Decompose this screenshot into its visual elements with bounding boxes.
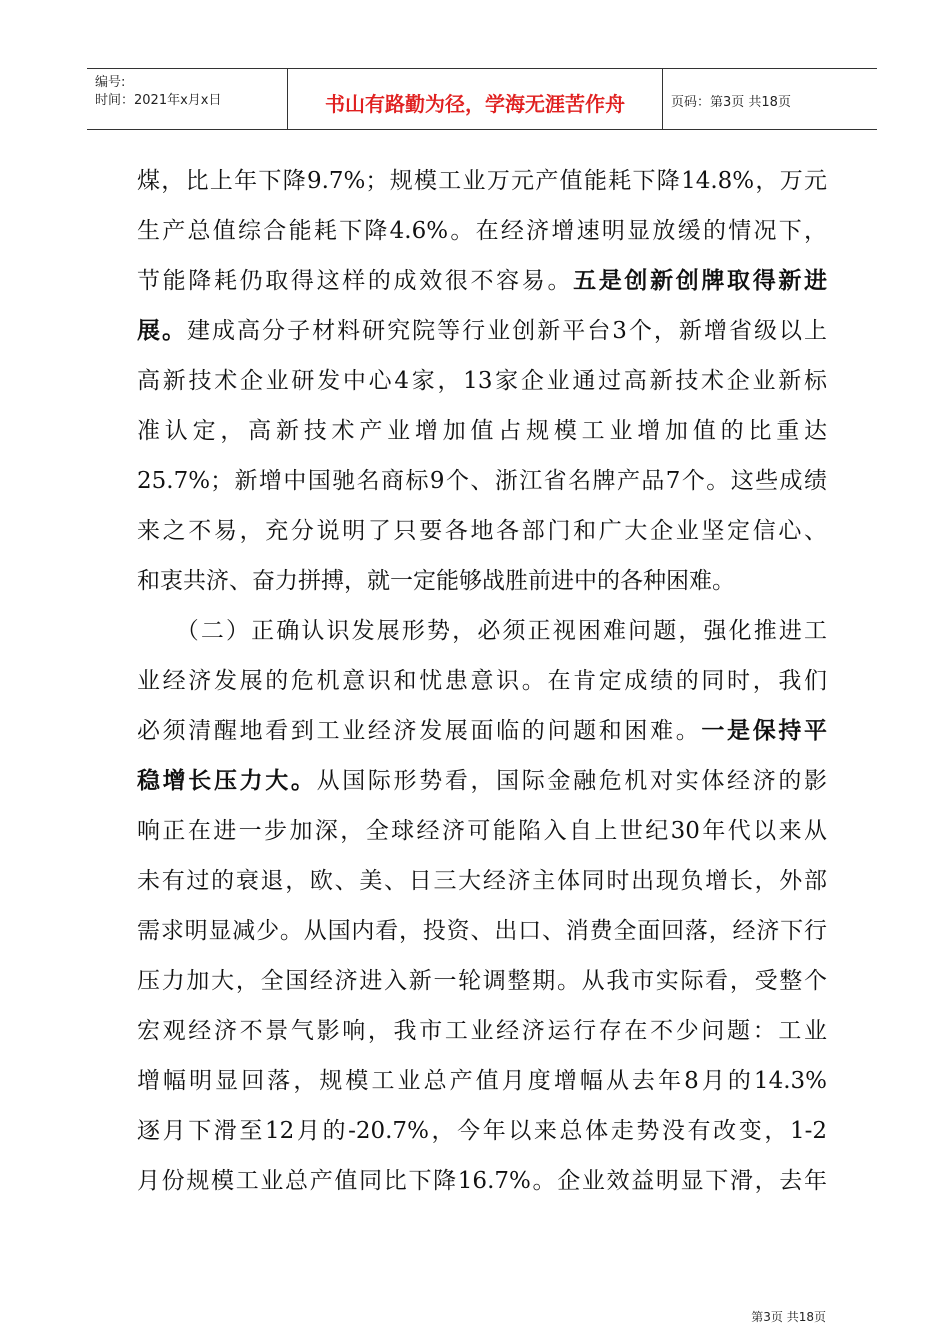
text-segment: 和衷共济、奋力拼搏，就一定能够战胜前进中的各种困难。	[137, 568, 735, 594]
text-segment: 高新技术企业研发中心4家，13家企业通过高新技术企业新标	[137, 368, 827, 394]
bold-text-segment: 五是创新创牌取得新进	[573, 267, 827, 294]
body-text-line	[137, 206, 827, 256]
body-text-line	[137, 456, 827, 506]
text-segment: 逐月下滑至12月的-20.7%，今年以来总体走势没有改变，1-2	[137, 1118, 827, 1144]
bold-text-segment: 一是保持平	[701, 717, 827, 744]
body-text-line	[137, 506, 827, 556]
body-text-line	[137, 556, 827, 606]
bold-text-segment: 展。	[137, 317, 188, 344]
text-segment: 准认定，高新技术产业增加值占规模工业增加值的比重达	[137, 418, 827, 444]
body-text-line	[137, 1156, 827, 1206]
body-text-line	[137, 1106, 827, 1156]
document-number-label: 编号:	[95, 75, 126, 90]
header-meta-cell	[87, 69, 288, 129]
body-text-line	[137, 756, 827, 806]
body-text-line	[137, 1056, 827, 1106]
text-segment: 节能降耗仍取得这样的成效很不容易。	[137, 268, 574, 294]
text-segment: 生产总值综合能耗下降4.6%。在经济增速明显放缓的情况下，	[137, 218, 827, 244]
text-segment: 未有过的衰退，欧、美、日三大经济主体同时出现负增长，外部	[137, 868, 827, 894]
body-text-line	[137, 306, 827, 356]
text-segment: 压力加大，全国经济进入新一轮调整期。从我市实际看，受整个	[137, 968, 827, 994]
body-text-line	[137, 406, 827, 456]
text-segment: 业经济发展的危机意识和忧患意识。在肯定成绩的同时，我们	[137, 668, 827, 694]
body-text-line	[137, 856, 827, 906]
text-segment: 宏观经济不景气影响，我市工业经济运行存在不少问题：工业	[137, 1018, 827, 1044]
text-segment: 增幅明显回落，规模工业总产值月度增幅从去年8月的14.3%	[137, 1068, 827, 1094]
header-page-cell	[663, 69, 877, 129]
body-text-line	[137, 606, 827, 656]
body-text-line	[137, 706, 827, 756]
body-text-line	[137, 806, 827, 856]
text-segment: 25.7%；新增中国驰名商标9个、浙江省名牌产品7个。这些成绩	[137, 468, 827, 494]
text-segment: 响正在进一步加深，全球经济可能陷入自上世纪30年代以来从	[137, 818, 827, 844]
header-motto: 书山有路勤为径，学海无涯苦作舟	[325, 92, 625, 116]
body-text-line	[137, 1006, 827, 1056]
body-text-line	[137, 956, 827, 1006]
text-segment: 需求明显减少。从国内看，投资、出口、消费全面回落，经济下行	[137, 918, 827, 944]
text-segment: 建成高分子材料研究院等行业创新平台3个，新增省级以上	[187, 318, 827, 344]
text-segment: 必须清醒地看到工业经济发展面临的问题和困难。	[137, 718, 702, 744]
text-segment: （二）正确认识发展形势，必须正视困难问题，强化推进工	[137, 618, 827, 644]
text-segment: 煤，比上年下降9.7%；规模工业万元产值能耗下降14.8%，万元	[137, 168, 827, 194]
bold-text-segment: 稳增长压力大。	[137, 767, 317, 794]
header-motto-cell	[288, 69, 663, 129]
body-text-line	[137, 906, 827, 956]
document-header	[87, 68, 877, 130]
text-segment: 来之不易，充分说明了只要各地各部门和广大企业坚定信心、	[137, 518, 827, 544]
document-time-label: 时间：2021年x月x日	[95, 93, 222, 108]
document-body	[137, 156, 827, 1206]
body-text-line	[137, 656, 827, 706]
header-page-info: 页码：第3页 共18页	[671, 95, 791, 110]
body-text-line	[137, 256, 827, 306]
text-segment: 从国际形势看，国际金融危机对实体经济的影	[316, 768, 827, 794]
body-text-line	[137, 356, 827, 406]
footer-page-number: 第3页 共18页	[751, 1310, 826, 1324]
text-segment: 月份规模工业总产值同比下降16.7%。企业效益明显下滑，去年	[137, 1168, 827, 1194]
body-text-line	[137, 156, 827, 206]
